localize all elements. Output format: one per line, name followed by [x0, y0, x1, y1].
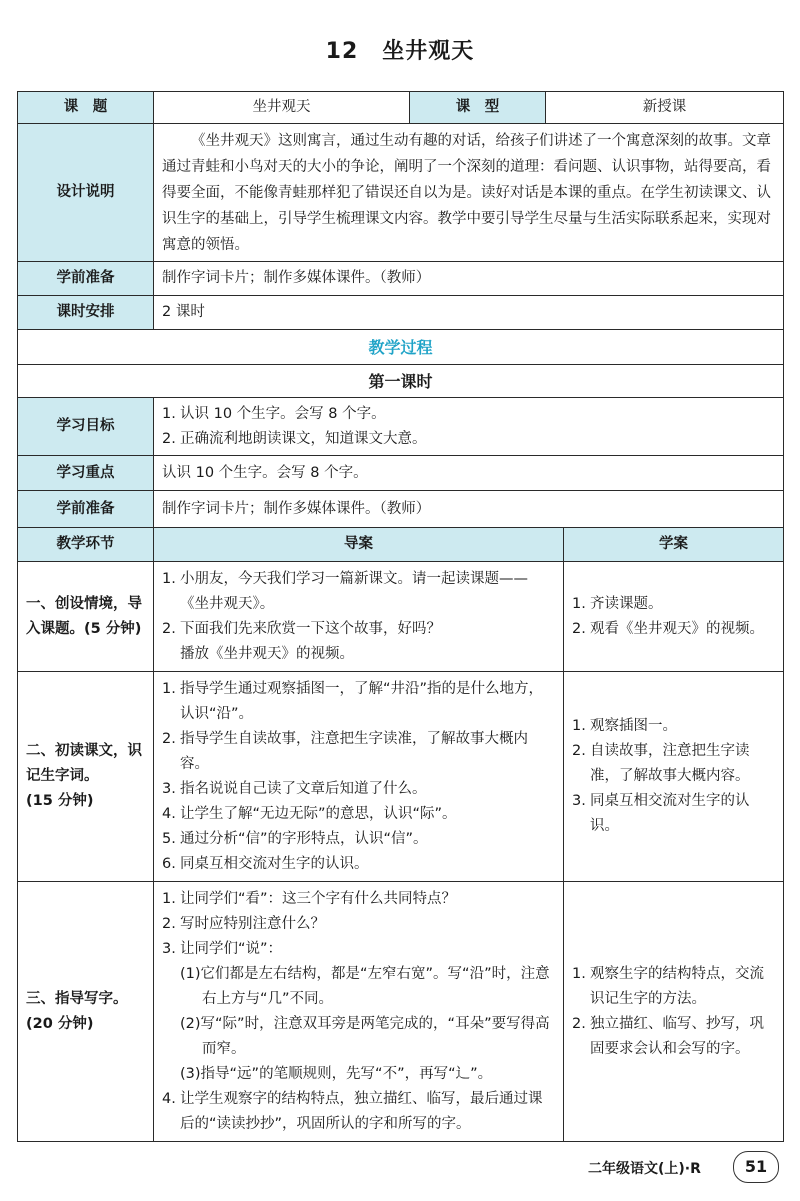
stage2-guide — [162, 674, 555, 880]
focus-text: 认识 10 个生字。会写 8 个字。 — [154, 456, 784, 491]
topic-value: 坐井观天 — [154, 92, 410, 124]
col-study: 学案 — [564, 528, 784, 562]
design-text: 《坐井观天》这则寓言，通过生动有趣的对话，给孩子们讲述了一个寓意深刻的故事。文章通过青蛙和小鸟对天的大小的争论，阐明了一个深刻的道理：看问题、认识事物，站得要高，看得要全面，不能像青蛙那样犯了错误还自以为是。读好对话是本课的重点。在学生初读课文、认识生字的基础上，引导学生梳理课文内容。教学中要引导学生尽量与生活实际联系起来，实现对寓意的领悟。 — [162, 132, 771, 253]
stage2-study — [572, 711, 775, 842]
design-label: 设计说明 — [18, 124, 154, 262]
focus-row — [18, 456, 784, 491]
header-row — [18, 92, 784, 124]
process-title: 教学过程 — [18, 330, 784, 365]
list-item: 6. 同桌互相交流对生字的认识。 — [162, 855, 369, 872]
list-item: 2. 独立描红、临写、抄写，巩固要求会认和会写的字。 — [572, 1015, 764, 1057]
list-item: 4. 让学生了解“无边无际”的意思，认识“际”。 — [162, 805, 457, 822]
col-guide: 导案 — [154, 528, 564, 562]
lesson-title: 坐井观天 — [382, 39, 475, 64]
stage2-row — [18, 672, 784, 882]
list-item: 1. 小朋友，今天我们学习一篇新课文。请一起读课题——《坐井观天》。 — [162, 570, 528, 612]
type-label: 课 型 — [410, 92, 546, 124]
col-stage: 教学环节 — [18, 528, 154, 562]
lesson-plan-table — [17, 91, 784, 1142]
list-item: 2. 自读故事，注意把生字读准，了解故事大概内容。 — [572, 743, 750, 784]
schedule-label: 课时安排 — [18, 296, 154, 330]
list-item: 1. 指导学生通过观察插图一，了解“井沿”指的是什么地方，认识“沿”。 — [162, 680, 544, 722]
schedule-text: 2 课时 — [154, 296, 784, 330]
prep2-label: 学前准备 — [18, 491, 154, 528]
stage3-name: 三、指导写字。 (20 分钟) — [18, 882, 154, 1142]
prep2-text: 制作字词卡片；制作多媒体课件。（教师） — [154, 491, 784, 528]
page-number: 51 — [733, 1151, 779, 1183]
list-item: 2. 观看《坐井观天》的视频。 — [572, 620, 764, 637]
goals-row — [18, 398, 784, 456]
goals-list — [162, 399, 775, 455]
prep2-row — [18, 491, 784, 528]
schedule-row — [18, 296, 784, 330]
sub-item: (3)指导“远”的笔顺规则，先写“不”，再写“辶”。 — [180, 1065, 493, 1082]
list-item: 3. 指名说说自己读了文章后知道了什么。 — [162, 780, 427, 797]
sub-item: (2)写“际”时，注意双耳旁是两笔完成的，“耳朵”要写得高而窄。 — [180, 1015, 550, 1057]
sub-item: (1)它们都是左右结构，都是“左窄右宽”。写“沿”时，注意右上方与“几”不同。 — [180, 965, 550, 1007]
list-item: 1. 认识 10 个生字。会写 8 个字。 — [162, 405, 386, 422]
stage1-row — [18, 562, 784, 672]
stage2-name: 二、初读课文，识记生字词。 (15 分钟) — [18, 672, 154, 882]
list-item: 2. 指导学生自读故事，注意把生字读准，了解故事大概内容。 — [162, 730, 528, 772]
list-item: 2. 下面我们先来欣赏一下这个故事，好吗？ — [162, 620, 441, 637]
design-row — [18, 124, 784, 262]
page-title — [0, 34, 800, 65]
list-item: 1. 让同学们“看”：这三个字有什么共同特点？ — [162, 890, 457, 907]
list-item: 1. 齐读课题。 — [572, 595, 663, 612]
stage1-name: 一、创设情境，导入课题。(5 分钟) — [18, 562, 154, 672]
list-item: 播放《坐井观天》的视频。 — [180, 645, 354, 662]
stage1-guide — [162, 564, 555, 670]
focus-label: 学习重点 — [18, 456, 154, 491]
prep-text: 制作字词卡片；制作多媒体课件。（教师） — [154, 262, 784, 296]
list-item: 2. 正确流利地朗读课文，知道课文大意。 — [162, 430, 427, 447]
list-item: 1. 观察生字的结构特点，交流识记生字的方法。 — [572, 965, 764, 1007]
list-item: 3. 让同学们“说”： — [162, 940, 283, 957]
goals-label: 学习目标 — [18, 398, 154, 456]
lesson-period-title: 第一课时 — [18, 365, 784, 398]
lesson-title-row — [18, 365, 784, 398]
list-item: 2. 写时应特别注意什么？ — [162, 915, 325, 932]
prep-row — [18, 262, 784, 296]
stage3-guide — [162, 884, 555, 1140]
list-item: 1. 观察插图一。 — [572, 718, 677, 734]
column-header-row — [18, 528, 784, 562]
list-item: 3. 同桌互相交流对生字的认识。 — [572, 793, 750, 834]
topic-label: 课 题 — [18, 92, 154, 124]
type-value: 新授课 — [546, 92, 784, 124]
footer-book-label: 二年级语文(上)·R — [588, 1161, 701, 1177]
list-item: 4. 让学生观察字的结构特点，独立描红、临写，最后通过课后的“读读抄抄”，巩固所认的字和所写的字。 — [162, 1090, 543, 1132]
list-item: 5. 通过分析“信”的字形特点，认识“信”。 — [162, 830, 428, 847]
lesson-number: 12 — [325, 39, 359, 64]
stage3-study — [572, 959, 775, 1065]
stage3-row — [18, 882, 784, 1142]
prep-label: 学前准备 — [18, 262, 154, 296]
process-title-row — [18, 330, 784, 365]
stage1-study — [572, 589, 775, 645]
